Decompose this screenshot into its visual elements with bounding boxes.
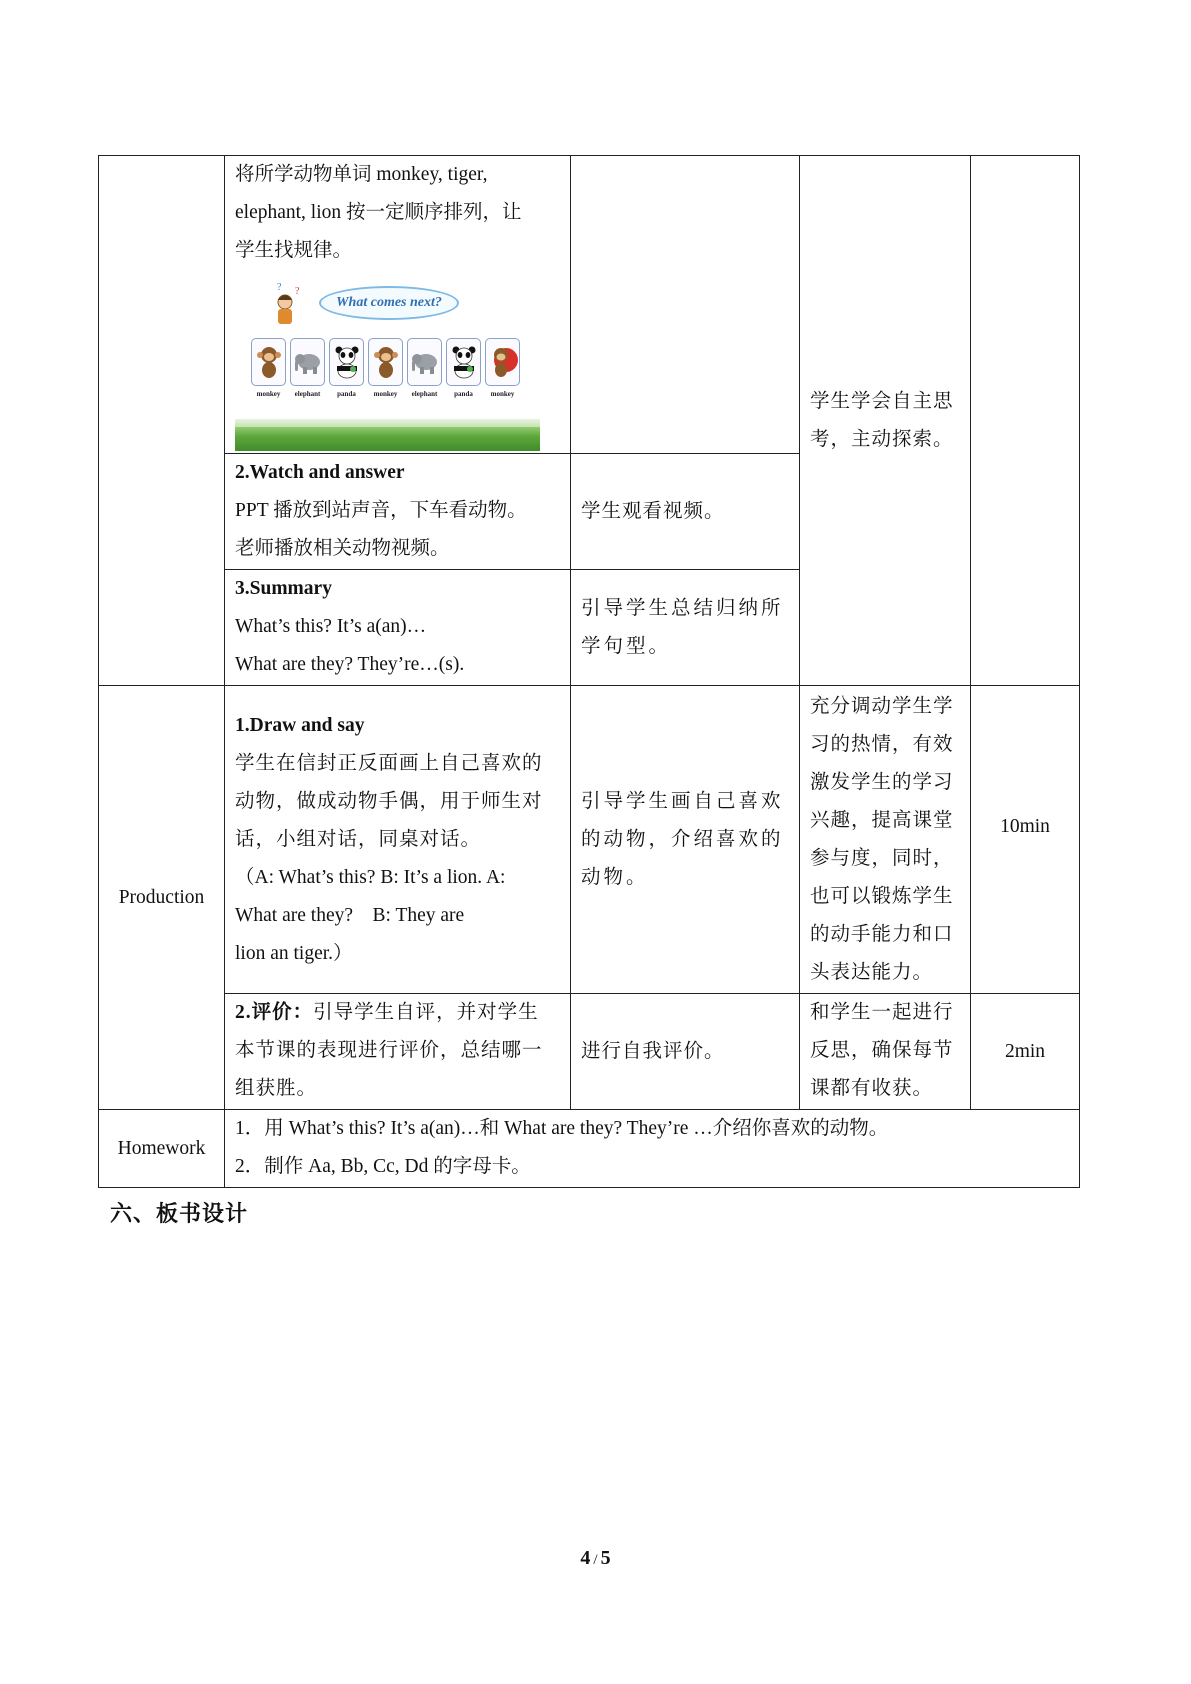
purpose-line: 和学生一起进行	[810, 1002, 954, 1023]
ppt-slide-image	[235, 276, 540, 451]
student-activity-line: 动物。	[581, 866, 649, 888]
purpose-cell	[800, 686, 971, 994]
page-number	[0, 1547, 1191, 1570]
card-label: panda	[337, 390, 356, 398]
card-label: monkey	[373, 390, 398, 398]
speech-bubble: What comes next?	[319, 286, 459, 320]
activity-line: lion an tiger.）	[235, 942, 353, 964]
animal-card	[329, 338, 364, 399]
purpose-line: 充分调动学生学	[810, 695, 954, 717]
elephant-icon	[293, 347, 323, 377]
activity-1-line: elephant, lion 按一定顺序排列，让	[235, 202, 522, 223]
card-label: elephant	[411, 390, 438, 398]
student-activity-line: 引导学生画自己喜欢	[581, 790, 784, 812]
evaluation-text: 引导学生自评，并对学生	[313, 1002, 539, 1023]
purpose-line: 的动手能力和口	[810, 923, 954, 945]
activity-1-cell	[225, 156, 571, 454]
activity-line: 话，小组对话，同桌对话。	[235, 828, 482, 850]
evaluation-line	[235, 994, 560, 1032]
svg-text:?: ?	[295, 286, 300, 297]
animal-card	[290, 338, 325, 399]
time-cell: 2min	[971, 994, 1080, 1110]
activity-1-line: 将所学动物单词 monkey, tiger,	[235, 164, 488, 185]
monkey-red-icon	[488, 345, 518, 379]
activity-line: 学生在信封正反面画上自己喜欢的	[235, 752, 543, 774]
stage-cell-empty	[99, 156, 225, 686]
panda-icon	[450, 345, 478, 379]
elephant-icon	[410, 347, 440, 377]
activity-line: What’s this? It’s a(an)…	[235, 616, 427, 637]
animal-card	[485, 338, 520, 399]
student-activity-text: 进行自我评价。	[581, 1040, 725, 1062]
page-separator: /	[593, 1552, 598, 1568]
purpose-line: 习的热情，有效	[810, 733, 954, 755]
purpose-line: 课都有收获。	[810, 1078, 934, 1099]
evaluation-line: 本节课的表现进行评价，总结哪一	[235, 1040, 543, 1061]
student-activity-line: 的动物，介绍喜欢的	[581, 828, 784, 850]
time-cell-empty	[971, 156, 1080, 686]
activity-1-line: 学生找规律。	[235, 240, 353, 261]
student-activity-text: 学生观看视频。	[581, 500, 725, 522]
purpose-line: 考，主动探索。	[810, 428, 954, 450]
student-activity-cell-empty	[571, 156, 800, 454]
activity-line: What are they? B: They are	[235, 904, 465, 926]
student-activity-line: 学句型。	[581, 635, 672, 657]
card-label: monkey	[256, 390, 281, 398]
activity-line: 动物，做成动物手偶，用于师生对	[235, 790, 543, 812]
activity-title: 2.Watch and answer	[235, 462, 405, 483]
activity-line: What are they? They’re…(s).	[235, 654, 465, 675]
student-activity-cell	[571, 454, 800, 570]
watch-answer-cell	[225, 454, 571, 570]
svg-text:?: ?	[277, 282, 282, 293]
summary-cell	[225, 570, 571, 686]
purpose-line: 头表达能力。	[810, 961, 934, 983]
evaluation-cell	[225, 994, 571, 1110]
evaluation-line: 组获胜。	[235, 1078, 318, 1099]
animal-card	[407, 338, 442, 399]
purpose-line: 兴趣，提高课堂	[810, 809, 954, 831]
stage-label-production: Production	[99, 686, 225, 1110]
animal-card	[368, 338, 403, 399]
card-label: monkey	[490, 390, 515, 398]
animal-card	[251, 338, 286, 399]
animal-card-row	[251, 338, 520, 399]
activity-title: 3.Summary	[235, 578, 332, 599]
student-activity-cell	[571, 994, 800, 1110]
page-total: 5	[600, 1547, 611, 1569]
homework-item: 2．制作 Aa, Bb, Cc, Dd 的字母卡。	[235, 1156, 531, 1177]
section-heading: 六、板书设计	[110, 1201, 249, 1226]
purpose-line: 激发学生的学习	[810, 771, 954, 793]
evaluation-title: 2.评价：	[235, 1002, 314, 1023]
activity-line: 老师播放相关动物视频。	[235, 538, 450, 559]
page-current: 4	[580, 1547, 591, 1569]
draw-say-cell	[225, 686, 571, 994]
purpose-line: 学生学会自主思	[810, 390, 954, 412]
activity-line: （A: What’s this? B: It’s a lion. A:	[235, 866, 506, 888]
purpose-line: 参与度，同时，	[810, 847, 954, 869]
purpose-line: 反思，确保每节	[810, 1040, 954, 1061]
purpose-line: 也可以锻炼学生	[810, 885, 954, 907]
monkey-icon	[373, 345, 399, 379]
purpose-cell	[800, 994, 971, 1110]
student-activity-cell	[571, 570, 800, 686]
panda-icon	[333, 345, 361, 379]
monkey-icon	[256, 345, 282, 379]
stage-label-homework: Homework	[99, 1110, 225, 1188]
thinking-child-icon	[265, 280, 305, 328]
animal-card	[446, 338, 481, 399]
card-label: elephant	[294, 390, 321, 398]
activity-title: 1.Draw and say	[235, 714, 365, 736]
activity-line: PPT 播放到站声音，下车看动物。	[235, 500, 527, 521]
time-cell: 10min	[971, 686, 1080, 994]
homework-item: 1．用 What’s this? It’s a(an)…和 What are they? They’re …介绍你喜欢的动物。	[235, 1118, 889, 1139]
lesson-plan-table	[98, 155, 1080, 1188]
homework-cell	[225, 1110, 1080, 1188]
purpose-cell	[800, 156, 971, 686]
card-label: panda	[454, 390, 473, 398]
student-activity-cell	[571, 686, 800, 994]
grass-strip	[235, 425, 540, 451]
student-activity-line: 引导学生总结归纳所	[581, 597, 784, 619]
